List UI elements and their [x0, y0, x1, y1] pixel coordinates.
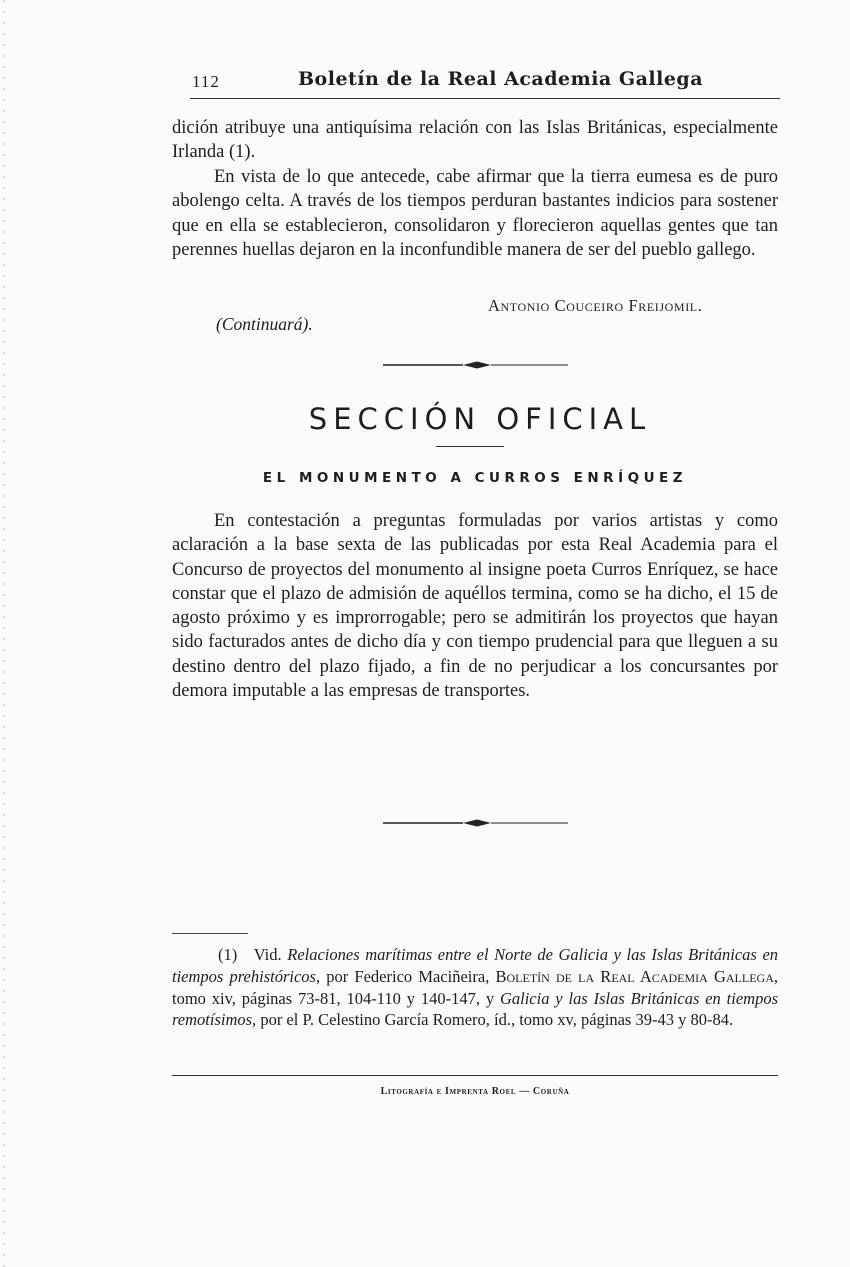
header-rule — [190, 98, 780, 99]
section-subtitle: EL MONUMENTO A CURROS ENRÍQUEZ — [262, 470, 688, 486]
footnote-title-2: Galicia y las Islas Británicas en tiempos remotísimos, — [172, 988, 778, 1030]
section-divider-ornament — [383, 360, 568, 370]
running-title: Boletín de la Real Academia Gallega — [298, 68, 704, 90]
footnote-author-1: por Federico Maciñeira, — [326, 966, 490, 986]
page-header — [190, 66, 780, 98]
footer-rule — [172, 1075, 778, 1076]
continued-note: (Continuará). — [216, 314, 313, 334]
article-paragraph-continued: dición atribuye una antiquísima relación con las Islas Británicas, especialmente Irlanda (1). — [172, 118, 778, 163]
footnote — [172, 944, 778, 1031]
section-title-rule — [436, 446, 504, 447]
end-ornament — [383, 818, 568, 828]
footnote-rule — [172, 933, 248, 934]
author-name: Antonio Couceiro Freijomil. — [488, 296, 703, 315]
section-paragraph: En contestación a preguntas formuladas por varios artistas y como aclaración a la base sexta de las publicadas por esta Real Academia para el Concurso de proyectos del monumento al insigne poeta Curros Enríquez, se hace constar que el plazo de admisión de aquéllos termina, como se ha dicho, el 15 de agosto próximo y es improrrogable; pero se admitirán los proyectos que hayan sido facturados antes de dicho día y con tiempo prudencial para que lleguen a su destino dentro del plazo fijado, a fin de no perjudicar a los concursantes por demora imputable a las empresas de transportes. — [172, 511, 778, 702]
binding-edge-marks — [0, 0, 12, 1267]
footnote-journal: Boletín de la Real Academia Gallega, — [495, 966, 779, 986]
printer-imprint: Litografía e Imprenta Roel — Coruña — [380, 1086, 570, 1097]
footnote-vid: Vid. — [253, 945, 282, 964]
footnote-marker: (1) — [218, 945, 238, 964]
footnote-pages-1: tomo xiv, páginas 73-81, 104-110 y 140-147, y — [172, 988, 495, 1008]
page-number: 112 — [192, 72, 220, 91]
author-signature — [488, 296, 702, 316]
footnote-title-1: Relaciones marítimas entre el Norte de Galicia y las Islas Británicas en tiempos prehistóricos, — [172, 945, 779, 986]
article-paragraph: En vista de lo que antecede, cabe afirmar que la tierra eumesa es de puro abolengo celta. A través de los tiempos perduran bastantes indicios para sostener que en ella se establecieron, consolidaron y florecieron aquellas gentes que tan perennes huellas dejaron en la inconfundible manera de ser del pueblo gallego. — [172, 167, 778, 260]
section-title: SECCIÓN OFICIAL — [308, 402, 652, 436]
footnote-author-2: por el P. Celestino García Romero, íd., tomo xv, páginas 39-43 y 80-84. — [260, 1010, 734, 1030]
